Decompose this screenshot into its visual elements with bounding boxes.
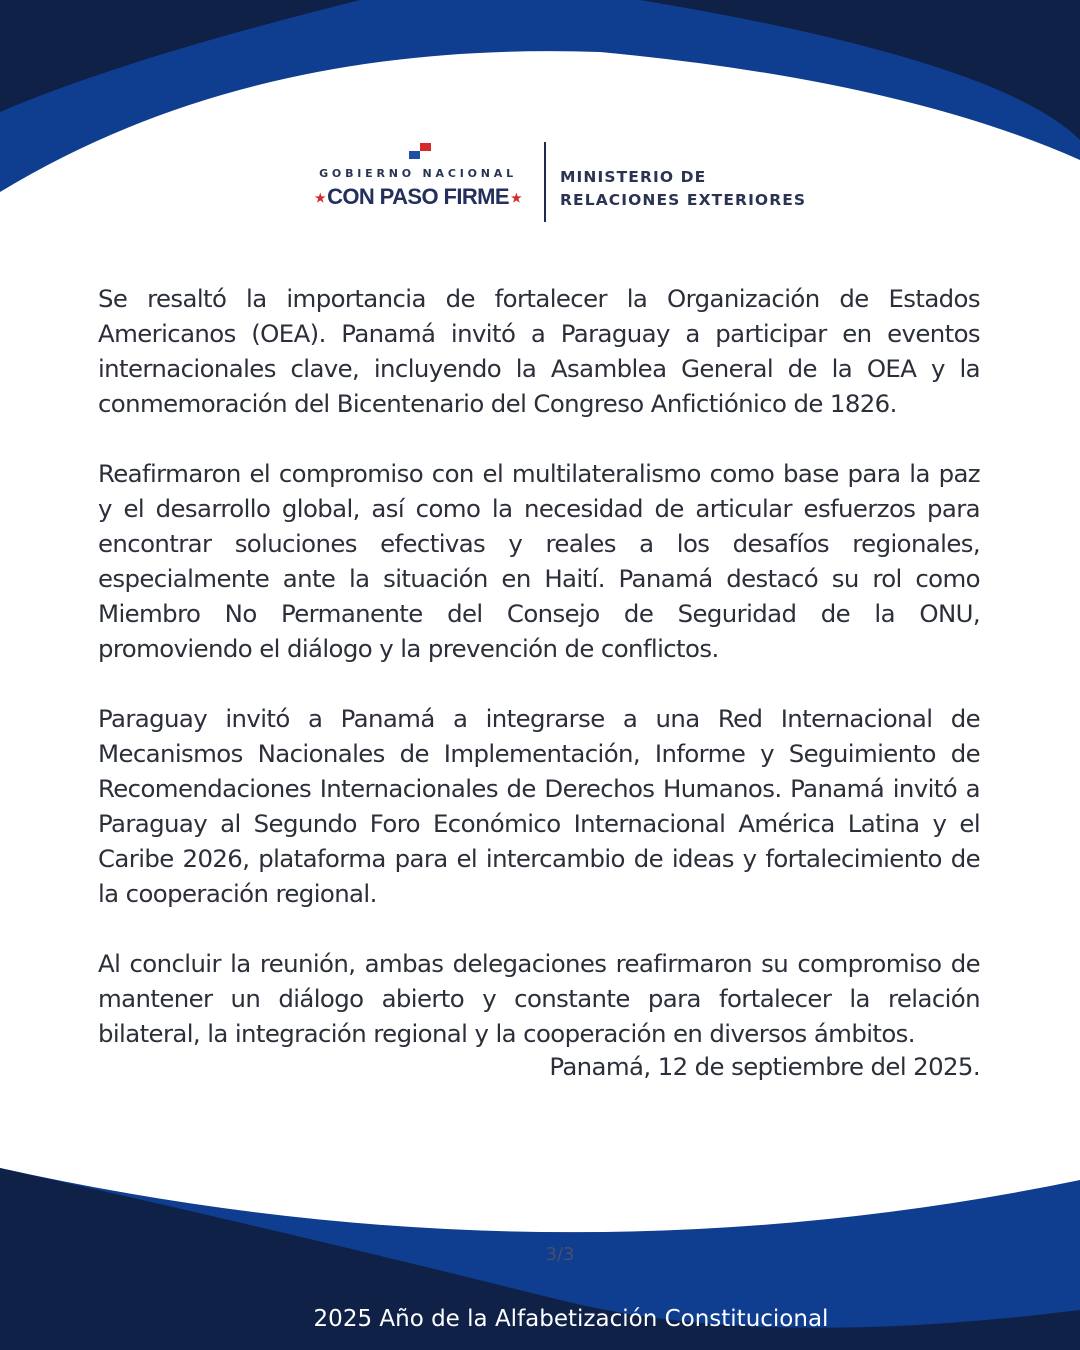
ministry-line1: MINISTERIO DE <box>560 168 707 186</box>
panama-flag-icon <box>409 143 431 159</box>
page-indicator: 3/3 <box>545 1244 575 1265</box>
paragraph-1: Se resaltó la importancia de fortalecer la Organización de Estados Americanos (OEA). Panamá invitó a Paraguay a participar en eventos internacionales clave, incluyendo la Asamblea General de la OEA y la conmemoración del Bicentenario del Congreso Anfictiónico de 1826. <box>98 284 980 418</box>
gov-line2: CON PASO FIRME <box>327 184 509 209</box>
main-content <box>98 281 980 1084</box>
header-divider <box>544 142 546 222</box>
star-icon: ★ <box>314 191 326 206</box>
ministry-logo <box>560 166 806 212</box>
paragraph-3: Paraguay invitó a Panamá a integrarse a una Red Internacional de Mecanismos Nacionales de Implementación, Informe y Seguimiento de Recomendaciones Internacionales de Derechos Humanos. Panamá invitó a Paraguay al Segundo Foro Económico Internacional América Latina y el Caribe 2026, plataforma para el intercambio de ideas y fortalecimiento de la cooperación regional. <box>98 704 980 908</box>
footer-motto: 2025 Año de la Alfabetización Constitucional <box>313 1306 829 1332</box>
gov-line1: GOBIERNO NACIONAL <box>319 167 517 180</box>
government-logo <box>300 140 536 224</box>
header <box>0 140 1080 224</box>
star-icon: ★ <box>510 191 522 206</box>
paragraph-4: Al concluir la reunión, ambas delegaciones reafirmaron su compromiso de mantener un diálogo abierto y constante para fortalecer la relación bilateral, la integración regional y la cooperación en diversos ámbitos. <box>98 949 980 1048</box>
ministry-line2: RELACIONES EXTERIORES <box>560 191 807 209</box>
signoff-date: Panamá, 12 de septiembre del 2025. <box>549 1052 980 1081</box>
paragraph-2: Reafirmaron el compromiso con el multilateralismo como base para la paz y el desarrollo global, así como la necesidad de articular esfuerzos para encontrar soluciones efectivas y reales a los desafíos regionales, especialmente ante la situación en Haití. Panamá destacó su rol como Miembro No Permanente del Consejo de Seguridad de la ONU, promoviendo el diálogo y la prevención de conflictos. <box>98 459 980 663</box>
gov-line2-wrapper <box>300 184 536 210</box>
